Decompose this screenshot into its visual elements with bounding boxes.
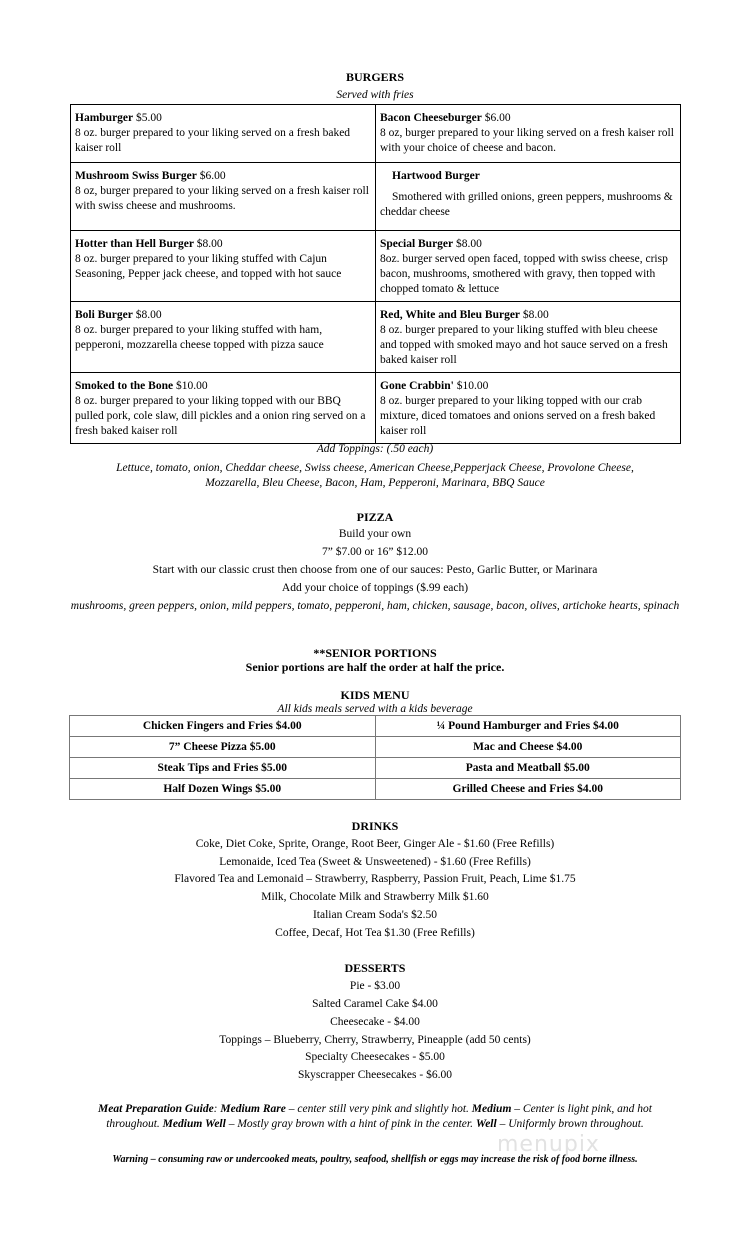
burger-cell — [376, 373, 681, 444]
burger-price: $6.00 — [481, 112, 511, 124]
kids-item: Pasta and Meatball $5.00 — [375, 758, 681, 779]
burgers-subtitle: Served with fries — [336, 89, 414, 101]
kids-item: Grilled Cheese and Fries $4.00 — [375, 779, 681, 800]
burger-name: Bacon Cheeseburger — [380, 112, 482, 124]
burger-desc: 8 oz. burger prepared to your liking stuffed with ham, pepperoni, mozzarella cheese topped with pizza sauce — [75, 324, 324, 351]
guide-text: – Center is light pink, and hot throughout. — [106, 1103, 652, 1130]
toppings-title: Add Toppings: (.50 each) — [316, 443, 434, 455]
burger-desc: 8oz. burger served open faced, topped with swiss cheese, crisp bacon, mushrooms, smothered with gravy, then topped with chopped tomato & lettuce — [380, 253, 668, 295]
drinks-line: Milk, Chocolate Milk and Strawberry Milk $1.60 — [261, 891, 489, 903]
burger-name: Gone Crabbin' — [380, 380, 454, 392]
guide-well: Well — [475, 1118, 497, 1130]
burgers-table — [70, 104, 681, 444]
senior-text: Senior portions are half the order at half the price. — [245, 660, 505, 674]
burger-cell — [71, 373, 376, 444]
burger-price: $10.00 — [173, 380, 208, 392]
guide-text: – Mostly gray brown with a hint of pink in the center. — [225, 1118, 476, 1130]
burger-name: Red, White and Bleu Burger — [380, 309, 521, 321]
burger-name: Smoked to the Bone — [75, 380, 174, 392]
drinks-line: Coke, Diet Coke, Sprite, Orange, Root Beer, Ginger Ale - $1.60 (Free Refills) — [195, 838, 555, 850]
burger-price: $8.00 — [520, 309, 549, 321]
drinks-line: Flavored Tea and Lemonaid – Strawberry, Raspberry, Passion Fruit, Peach, Lime $1.75 — [174, 873, 576, 885]
burger-price: $8.00 — [132, 309, 162, 321]
guide-medium-well: Medium Well — [162, 1118, 226, 1130]
burger-price: $5.00 — [133, 112, 162, 124]
burger-cell — [71, 105, 376, 163]
kids-item: Chicken Fingers and Fries $4.00 — [70, 716, 376, 737]
pizza-line: 7” $7.00 or 16” $12.00 — [321, 546, 429, 558]
pizza-line: Start with our classic crust then choose from one of our sauces: Pesto, Garlic Butter, or Marinara — [152, 564, 598, 576]
dessert-line: Cheesecake - $4.00 — [330, 1016, 420, 1028]
desserts-title: DESSERTS — [344, 961, 406, 975]
burger-cell — [376, 302, 681, 373]
meat-guide: Meat Preparation Guide: Medium Rare – center still very pink and slightly hot. Medium – Center is light pink, and hot throughout. Medium Well – Mostly gray brown with a hint of pink in the center. Well – Uniformly brown throughout. — [98, 1103, 652, 1130]
drinks-line: Italian Cream Soda's $2.50 — [312, 909, 438, 921]
burger-price: $8.00 — [453, 238, 482, 250]
kids-item: 7” Cheese Pizza $5.00 — [70, 737, 376, 758]
guide-medium-rare: Medium Rare — [220, 1103, 286, 1115]
food-warning: Warning – consuming raw or undercooked meats, poultry, seafood, shellfish or eggs may increase the risk of food borne illness. — [112, 1154, 638, 1165]
burger-desc: 8 oz. burger prepared to your liking topped with our crab mixture, diced tomatoes and onions served on a fresh baked kaiser roll — [380, 395, 656, 437]
burger-desc: 8 oz, burger prepared to your liking served on a fresh kaiser roll with swiss cheese and mushrooms. — [75, 185, 369, 212]
burger-price: $8.00 — [193, 238, 223, 250]
burger-name: Hotter than Hell Burger — [75, 238, 194, 250]
pizza-title: PIZZA — [356, 510, 394, 524]
watermark: menupix — [497, 1132, 600, 1157]
dessert-line: Pie - $3.00 — [349, 980, 401, 992]
kids-item: Steak Tips and Fries $5.00 — [70, 758, 376, 779]
burger-cell — [376, 105, 681, 163]
burger-desc: 8 oz. burger prepared to your liking served on a fresh baked kaiser roll — [75, 127, 351, 154]
burger-cell — [71, 163, 376, 231]
burger-name: Boli Burger — [75, 309, 133, 321]
burger-price: $10.00 — [453, 380, 489, 392]
toppings-list: Lettuce, tomato, onion, Cheddar cheese, Swiss cheese, American Cheese,Pepperjack Cheese, Provolone Cheese, Mozzarella, Bleu Cheese, Bacon, Ham, Pepperoni, Marinara, BBQ Sauce — [116, 462, 634, 489]
drinks-line: Lemonaide, Iced Tea (Sweet & Unsweetened) - $1.60 (Free Refills) — [219, 856, 531, 868]
burger-name: Special Burger — [380, 238, 454, 250]
guide-text: – Uniformly brown throughout. — [496, 1118, 644, 1130]
drinks-line: Coffee, Decaf, Hot Tea $1.30 (Free Refills) — [275, 927, 475, 939]
kids-item: ¼ Pound Hamburger and Fries $4.00 — [375, 716, 681, 737]
burger-desc: Smothered with grilled onions, green peppers, mushrooms & cheddar cheese — [380, 191, 673, 218]
kids-subtitle: All kids meals served with a kids beverage — [277, 703, 473, 715]
burgers-title: BURGERS — [345, 70, 404, 84]
pizza-line: Add your choice of toppings ($.99 each) — [281, 582, 469, 594]
burger-cell — [71, 231, 376, 302]
guide-text: – center still very pink and slightly hot. — [285, 1103, 472, 1115]
pizza-line: Build your own — [338, 528, 412, 540]
burger-cell — [71, 302, 376, 373]
burger-desc: 8 oz, burger prepared to your liking served on a fresh kaiser roll with your choice of cheese and bacon. — [380, 127, 674, 154]
drinks-title: DRINKS — [351, 819, 399, 833]
dessert-line: Toppings – Blueberry, Cherry, Strawberry, Pineapple (add 50 cents) — [219, 1034, 531, 1046]
burger-cell — [376, 163, 681, 231]
dessert-line: Specialty Cheesecakes - $5.00 — [305, 1051, 445, 1063]
burger-desc: 8 oz. burger prepared to your liking stuffed with Cajun Seasoning, Pepper jack cheese, and topped with hot sauce — [75, 253, 342, 280]
burger-name: Mushroom Swiss Burger — [75, 170, 197, 182]
burger-desc: 8 oz. burger prepared to your liking stuffed with bleu cheese and topped with smoked mayo and hot sauce served on a fresh baked kaiser roll — [380, 324, 668, 366]
burger-desc: 8 oz. burger prepared to your liking topped with our BBQ pulled pork, cole slaw, dill pickles and a onion ring served on a fresh baked kaiser roll — [75, 395, 366, 437]
burger-name: Hamburger — [75, 112, 134, 124]
kids-table — [69, 715, 681, 800]
kids-title: KIDS MENU — [340, 688, 410, 702]
senior-title: **SENIOR PORTIONS — [313, 646, 437, 660]
dessert-line: Skyscrapper Cheesecakes - $6.00 — [298, 1069, 452, 1081]
kids-item: Mac and Cheese $4.00 — [375, 737, 681, 758]
guide-medium: Medium — [471, 1103, 512, 1115]
guide-label: Meat Preparation Guide — [98, 1103, 214, 1115]
dessert-line: Salted Caramel Cake $4.00 — [312, 998, 438, 1010]
burger-cell — [376, 231, 681, 302]
pizza-toppings: mushrooms, green peppers, onion, mild peppers, tomato, pepperoni, ham, chicken, sausage, bacon, olives, artichoke hearts, spinach — [70, 600, 680, 612]
burger-name: Hartwood Burger — [392, 170, 480, 182]
kids-item: Half Dozen Wings $5.00 — [70, 779, 376, 800]
burger-price: $6.00 — [196, 170, 226, 182]
